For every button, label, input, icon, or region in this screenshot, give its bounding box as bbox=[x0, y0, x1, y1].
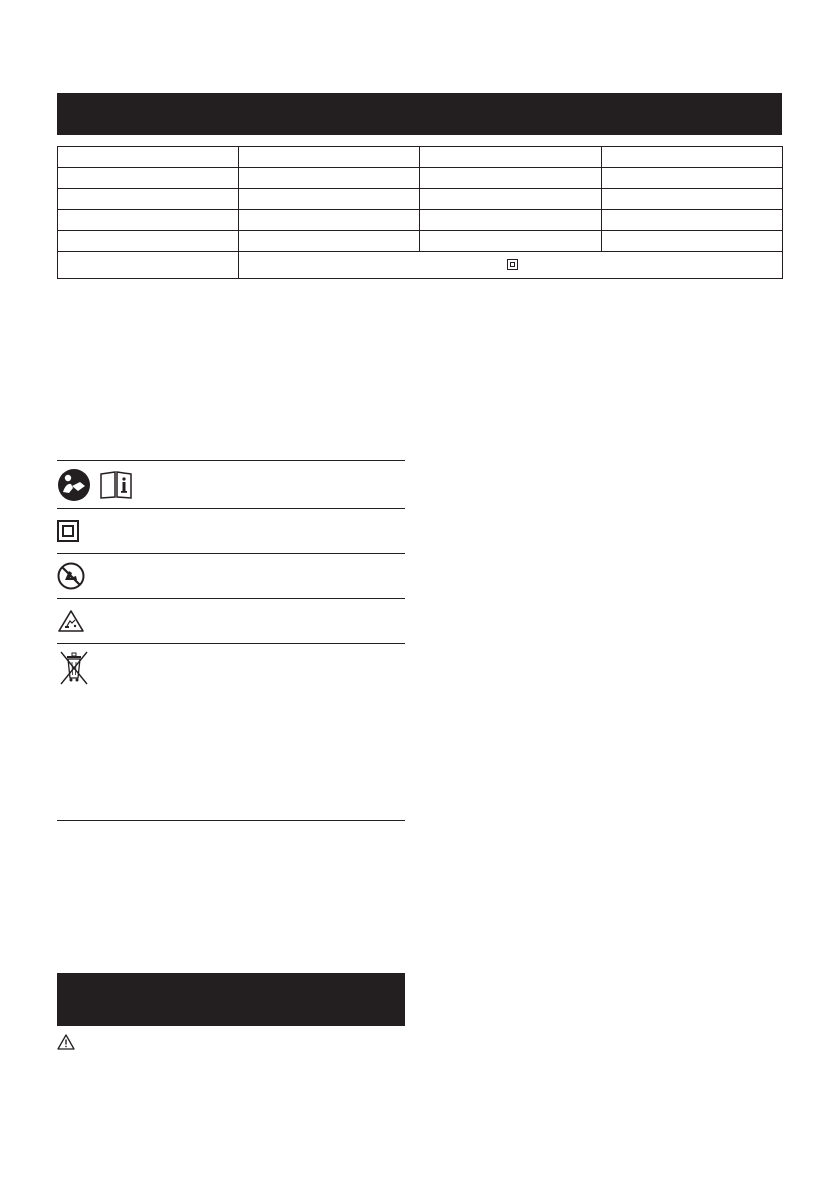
symbol-row bbox=[57, 553, 405, 598]
hazard-triangle-icon bbox=[57, 609, 85, 633]
table-cell bbox=[420, 231, 602, 252]
table-row bbox=[58, 168, 783, 189]
table-cell bbox=[239, 231, 420, 252]
table-cell bbox=[602, 231, 783, 252]
table-row bbox=[58, 252, 783, 279]
table-cell bbox=[239, 210, 420, 231]
symbols-table bbox=[57, 460, 405, 821]
double-insulation-icon bbox=[507, 259, 518, 270]
table-cell bbox=[602, 189, 783, 210]
table-cell bbox=[420, 147, 602, 168]
table-cell bbox=[602, 210, 783, 231]
warning-icon bbox=[57, 1034, 75, 1050]
section-header-bar bbox=[57, 93, 782, 135]
no-wet-hands-icon bbox=[57, 562, 85, 590]
table-row bbox=[58, 231, 783, 252]
double-insulation-icon bbox=[57, 520, 79, 542]
table-cell-merged bbox=[239, 252, 783, 279]
read-manual-icon bbox=[57, 468, 91, 502]
table-cell bbox=[602, 168, 783, 189]
table-cell bbox=[420, 168, 602, 189]
table-cell bbox=[58, 252, 239, 279]
table-row bbox=[58, 210, 783, 231]
table-cell bbox=[58, 168, 239, 189]
crossed-out-bin-icon bbox=[57, 650, 91, 686]
table-cell bbox=[602, 147, 783, 168]
symbol-row bbox=[57, 460, 405, 508]
table-cell bbox=[58, 210, 239, 231]
specifications-table bbox=[57, 146, 783, 279]
info-book-icon bbox=[99, 471, 133, 499]
table-cell bbox=[239, 168, 420, 189]
symbol-row bbox=[57, 508, 405, 553]
table-cell bbox=[58, 147, 239, 168]
symbol-row bbox=[57, 598, 405, 643]
table-cell bbox=[58, 189, 239, 210]
table-row bbox=[58, 147, 783, 168]
table-row bbox=[58, 189, 783, 210]
table-cell bbox=[239, 147, 420, 168]
table-cell bbox=[420, 210, 602, 231]
table-cell bbox=[58, 231, 239, 252]
table-cell bbox=[420, 189, 602, 210]
symbol-row bbox=[57, 643, 405, 821]
safety-warnings-header-bar bbox=[57, 973, 405, 1026]
table-cell bbox=[239, 189, 420, 210]
